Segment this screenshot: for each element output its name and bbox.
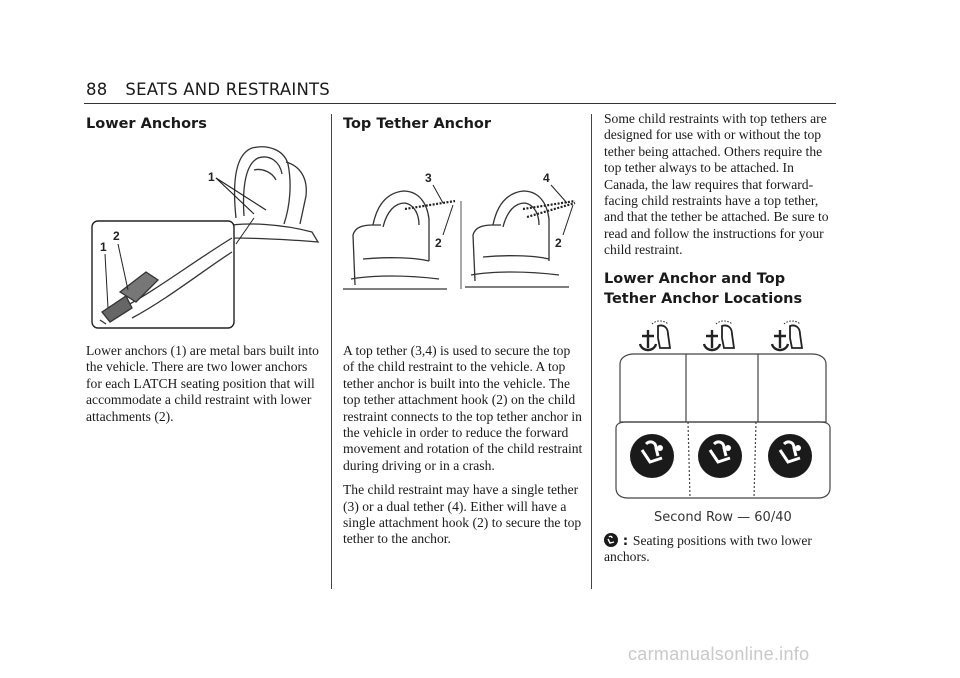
- rear-seat-back: [620, 354, 826, 422]
- column-divider-1: [331, 114, 332, 589]
- figure-label-4: 4: [543, 171, 550, 185]
- heading-lower-anchors: Lower Anchors: [86, 116, 207, 132]
- anchor-locations-figure: [612, 320, 834, 502]
- figure-label-1-inset: 1: [100, 240, 107, 254]
- seat-illustration: [226, 147, 318, 242]
- figure-label-1-top: 1: [208, 170, 215, 184]
- page-number: 88: [86, 80, 108, 99]
- lower-anchors-text: [86, 343, 324, 433]
- lower-anchors-icon: [630, 434, 674, 478]
- column-3: [604, 111, 840, 309]
- top-tether-icon: [772, 321, 802, 350]
- lower-anchors-figure: [86, 140, 326, 332]
- figure-label-2: 2: [113, 229, 120, 243]
- single-tether-seat: [343, 191, 447, 289]
- figure-label-3: 3: [425, 171, 432, 185]
- dual-tether-seat: [465, 191, 569, 287]
- section-title: SEATS AND RESTRAINTS: [125, 80, 330, 99]
- heading-top-tether-anchor: Top Tether Anchor: [343, 116, 492, 132]
- top-tether-icon: [704, 321, 734, 350]
- column-1: [86, 114, 322, 134]
- paragraph: The child restraint may have a single tether (3) or a dual tether (4). Either will have a single attachment hook (2) to secure the top tether to the anchor.: [343, 482, 582, 547]
- column-divider-2: [591, 114, 592, 589]
- column-2: [343, 114, 581, 134]
- header-rule: [84, 103, 836, 104]
- paragraph: A top tether (3,4) is used to secure the top of the child restraint to the vehicle. A top tether anchor is built into the vehicle. The top tether attachment hook (2) on the child restraint connects to the top tether anchor in the vehicle in order to reduce the forward movement and rotation of the child restraint during driving or in a crash.: [343, 343, 583, 473]
- watermark: carmanualsonline.info: [628, 644, 810, 664]
- page-header: [86, 80, 330, 99]
- top-tether-icon: [640, 321, 670, 350]
- lower-anchors-icon: [698, 434, 742, 478]
- figure-caption: Second Row — 60/40: [654, 510, 792, 525]
- top-tether-figure: [343, 165, 583, 295]
- legend: : Seating positions with two lower anchors.: [604, 533, 812, 565]
- paragraph: Some child restraints with top tethers are designed for use with or without the top tether being attached. Others require the top tether always to be attached. In Canada, the law requires that forward-facing child restraints have a top tether, and that the tether be attached. Be sure to read and follow the instructions for your child restraint.: [604, 111, 829, 258]
- top-tether-text: [343, 343, 583, 556]
- paragraph: Lower anchors (1) are metal bars built into the vehicle. There are two lower anchors for each LATCH seating position that will accommodate a child restraint with lower attachments (2).: [86, 343, 319, 424]
- figure-label-2-left: 2: [435, 236, 442, 250]
- figure-label-2-right: 2: [555, 236, 562, 250]
- heading-anchor-locations: Lower Anchor and Top Tether Anchor Locations: [604, 270, 803, 307]
- legend-text: Seating positions with two lower anchors.: [604, 533, 812, 565]
- lower-anchors-icon: [768, 434, 812, 478]
- lower-anchors-icon: [604, 533, 618, 547]
